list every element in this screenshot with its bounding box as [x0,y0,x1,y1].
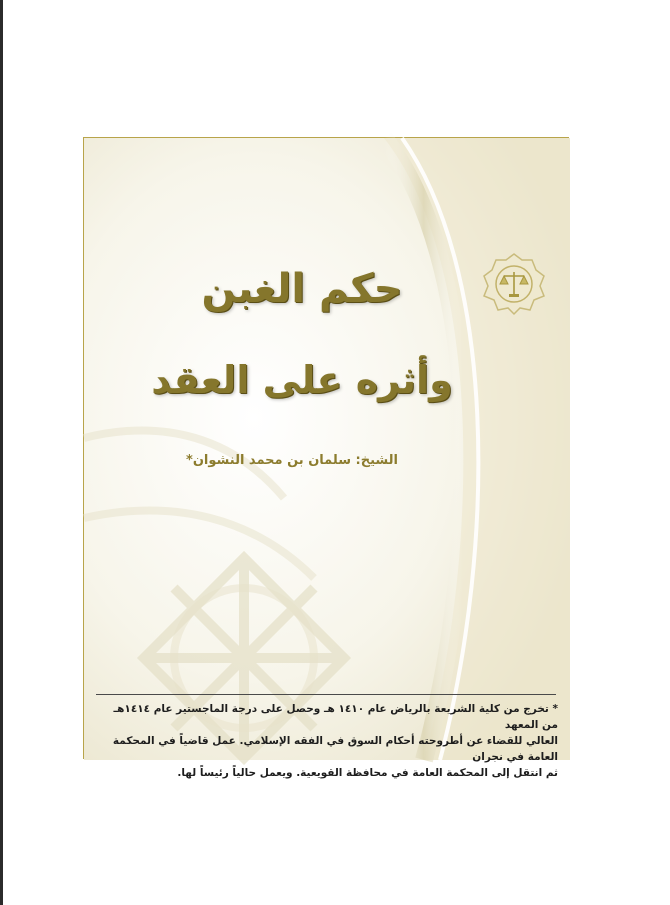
book-title-line-1: حكم الغبن [201,266,403,312]
decorative-background [84,138,570,760]
author-name: الشيخ: سلمان بن محمد النشوان* [186,453,398,468]
book-title-line-2: وأثره على العقد [151,358,453,402]
footnote-divider [96,694,556,695]
page-edge [0,0,3,905]
footnote-line-3: ثم انتقل إلى المحكمة العامة في محافظة القويعية. ويعمل حالياً رئيساً لها. [177,767,558,779]
footnote-line-2: العالي للقضاء عن أطروحته أحكام السوق في الفقه الإسلامي. عمل قاضياً في المحكمة العامة في نجران [112,735,558,763]
footnote-line-1: * تخرج من كلية الشريعة بالرياض عام ١٤١٠ هـ وحصل على درجة الماجستير عام ١٤١٤هـ من المعهد [113,703,558,731]
author-footnote [98,701,558,781]
scales-of-justice-seal-icon [482,252,546,316]
cover-frame [83,137,569,779]
